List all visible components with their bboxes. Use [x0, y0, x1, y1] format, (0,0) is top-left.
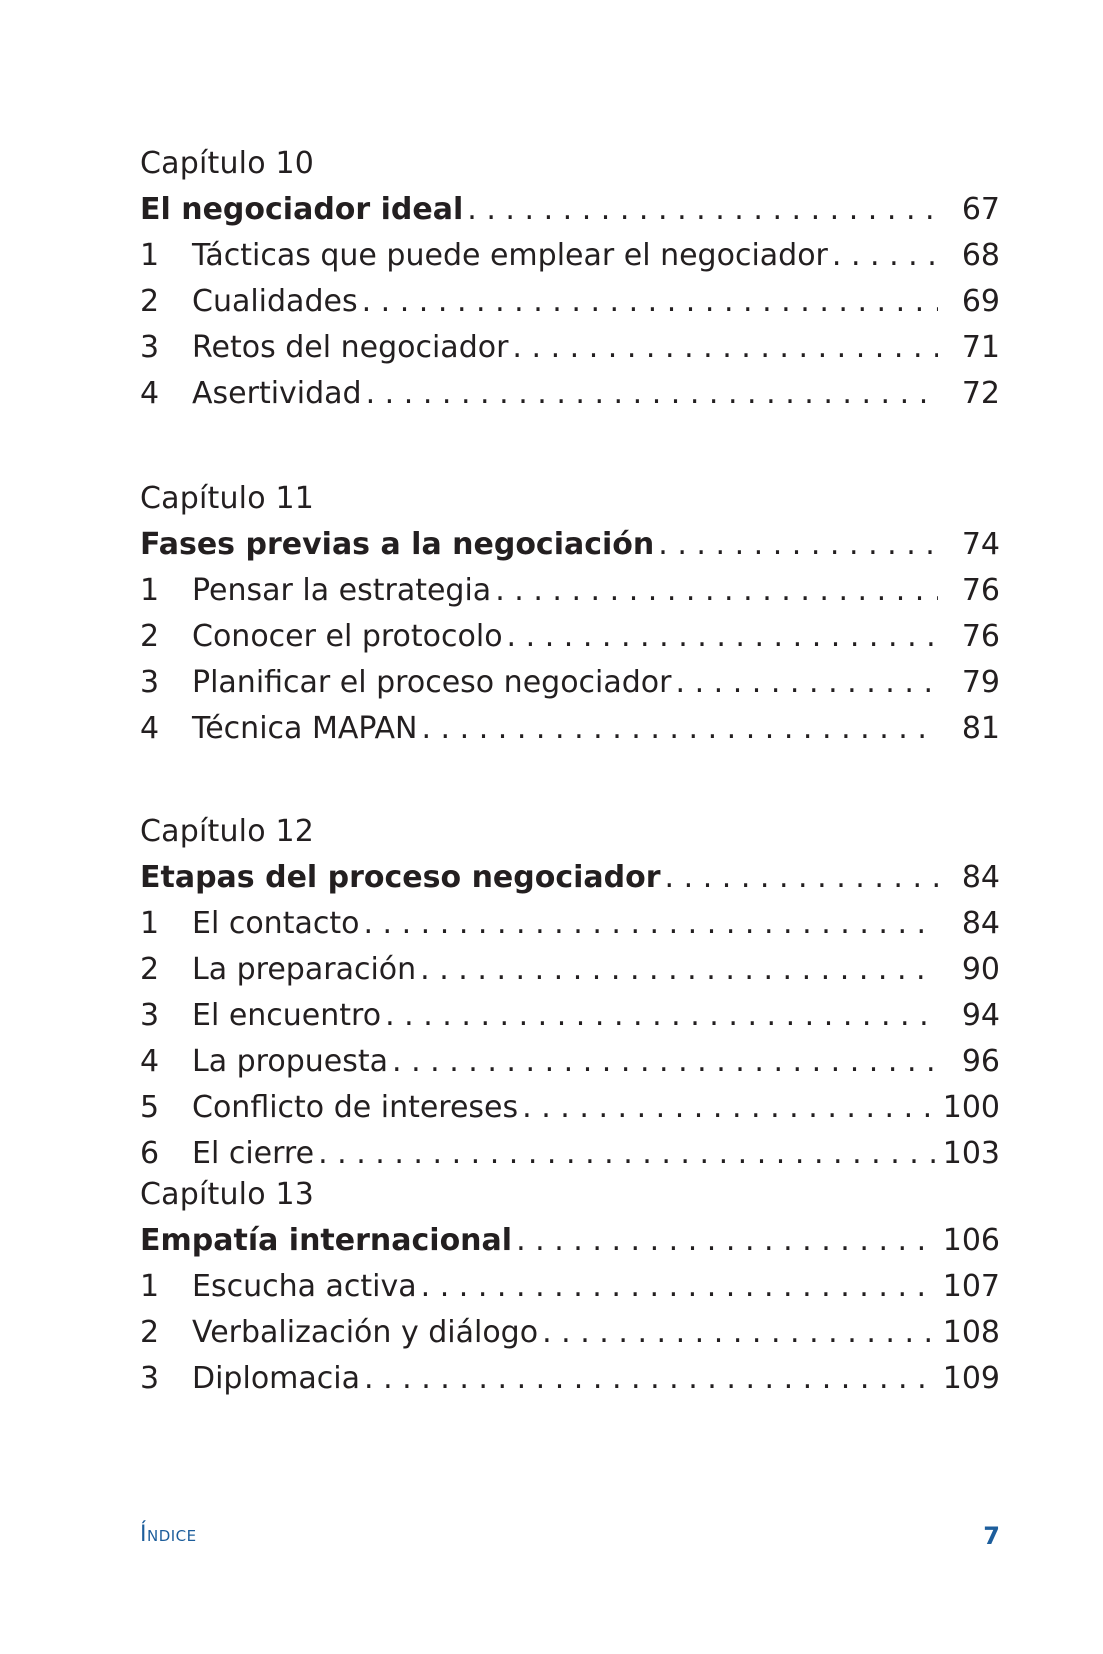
entry-title: El contacto [192, 906, 360, 941]
entry-title: El cierre [192, 1136, 315, 1171]
chapter-label: Capítulo 12 [140, 814, 315, 849]
chapter-title-row[interactable] [140, 187, 1000, 233]
page-number: 84 [961, 860, 1000, 895]
page-number: 96 [961, 1044, 1000, 1079]
dot-leader [467, 187, 938, 233]
dot-leader [676, 660, 939, 706]
dot-leader [495, 568, 938, 614]
chapter-12-section [140, 809, 1000, 1177]
page-number: 68 [961, 238, 1000, 273]
dot-leader [392, 1039, 938, 1085]
toc-entry[interactable] [140, 1264, 1000, 1310]
toc-entry[interactable] [140, 1085, 1000, 1131]
chapter-13-section [140, 1172, 1000, 1402]
entry-number: 1 [140, 1269, 160, 1304]
entry-number: 2 [140, 284, 160, 319]
chapter-label: Capítulo 13 [140, 1177, 315, 1212]
toc-entry[interactable] [140, 1131, 1000, 1177]
entry-number: 3 [140, 998, 160, 1033]
toc-entry[interactable] [140, 325, 1000, 371]
entry-title: Tácticas que puede emplear el negociador [192, 238, 828, 273]
toc-entry[interactable] [140, 233, 1000, 279]
toc-entry[interactable] [140, 1356, 1000, 1402]
entry-number: 1 [140, 906, 160, 941]
page-number: 76 [961, 619, 1000, 654]
page-number: 109 [942, 1361, 1000, 1396]
chapter-title: Empatía internacional [140, 1223, 513, 1258]
page-number: 108 [942, 1315, 1000, 1350]
chapter-title-row[interactable] [140, 522, 1000, 568]
dot-leader [658, 522, 938, 568]
chapter-10-section [140, 141, 1000, 417]
toc-entry[interactable] [140, 901, 1000, 947]
page-number: 106 [942, 1223, 1000, 1258]
dot-leader [420, 947, 938, 993]
entry-title: Pensar la estrategia [192, 573, 492, 608]
toc-entry[interactable] [140, 568, 1000, 614]
chapter-label: Capítulo 10 [140, 146, 315, 181]
chapter-label: Capítulo 11 [140, 481, 315, 516]
entry-title: El encuentro [192, 998, 382, 1033]
dot-leader [421, 1264, 937, 1310]
page-number: 107 [942, 1269, 1000, 1304]
dot-leader [363, 901, 938, 947]
page-number: 94 [961, 998, 1000, 1033]
entry-title: La preparación [192, 952, 417, 987]
dot-leader [421, 706, 938, 752]
entry-title: Cualidades [192, 284, 358, 319]
entry-title: La propuesta [192, 1044, 388, 1079]
entry-number: 6 [140, 1136, 160, 1171]
footer-page-number: 7 [983, 1522, 1000, 1550]
page-number: 67 [961, 192, 1000, 227]
chapter-11-section [140, 476, 1000, 752]
dot-leader [385, 993, 938, 1039]
entry-number: 5 [140, 1090, 160, 1125]
page-number: 90 [961, 952, 1000, 987]
toc-entry[interactable] [140, 706, 1000, 752]
dot-leader [542, 1310, 937, 1356]
entry-title: Conocer el protocolo [192, 619, 503, 654]
chapter-title-row[interactable] [140, 855, 1000, 901]
entry-number: 4 [140, 1044, 160, 1079]
entry-title: Técnica MAPAN [192, 711, 418, 746]
dot-leader [507, 614, 938, 660]
toc-entry[interactable] [140, 947, 1000, 993]
entry-title: Retos del negociador [192, 330, 509, 365]
toc-entry[interactable] [140, 371, 1000, 417]
entry-title: Asertividad [192, 376, 362, 411]
dot-leader [516, 1218, 937, 1264]
dot-leader [665, 855, 938, 901]
entry-title: Verbalización y diálogo [192, 1315, 539, 1350]
entry-number: 2 [140, 952, 160, 987]
page-footer [140, 1522, 1000, 1562]
dot-leader [512, 325, 938, 371]
dot-leader [522, 1085, 937, 1131]
toc-entry[interactable] [140, 1039, 1000, 1085]
dot-leader [362, 279, 938, 325]
page-number: 69 [961, 284, 1000, 319]
entry-number: 2 [140, 619, 160, 654]
entry-number: 3 [140, 330, 160, 365]
dot-leader [364, 1356, 937, 1402]
entry-title: Planificar el proceso negociador [192, 665, 672, 700]
entry-number: 1 [140, 573, 160, 608]
dot-leader [366, 371, 938, 417]
footer-section-title: Índice [140, 1522, 197, 1547]
toc-entry[interactable] [140, 993, 1000, 1039]
chapter-title: Etapas del proceso negociador [140, 860, 661, 895]
page-number: 76 [961, 573, 1000, 608]
page-number: 79 [961, 665, 1000, 700]
entry-number: 1 [140, 238, 160, 273]
entry-number: 4 [140, 376, 160, 411]
entry-title: Escucha activa [192, 1269, 417, 1304]
page-number: 103 [942, 1136, 1000, 1171]
toc-entry[interactable] [140, 614, 1000, 660]
toc-entry[interactable] [140, 1310, 1000, 1356]
entry-number: 2 [140, 1315, 160, 1350]
page-number: 81 [961, 711, 1000, 746]
page-number: 100 [942, 1090, 1000, 1125]
page-number: 74 [961, 527, 1000, 562]
entry-number: 4 [140, 711, 160, 746]
toc-entry[interactable] [140, 660, 1000, 706]
dot-leader [318, 1131, 937, 1177]
dot-leader [832, 233, 938, 279]
page-number: 72 [961, 376, 1000, 411]
page-number: 84 [961, 906, 1000, 941]
entry-number: 3 [140, 665, 160, 700]
toc-entry[interactable] [140, 279, 1000, 325]
page-number: 71 [961, 330, 1000, 365]
chapter-title: El negociador ideal [140, 192, 464, 227]
chapter-title-row[interactable] [140, 1218, 1000, 1264]
chapter-title: Fases previas a la negociación [140, 527, 655, 562]
entry-title: Conflicto de intereses [192, 1090, 519, 1125]
entry-number: 3 [140, 1361, 160, 1396]
entry-title: Diplomacia [192, 1361, 360, 1396]
